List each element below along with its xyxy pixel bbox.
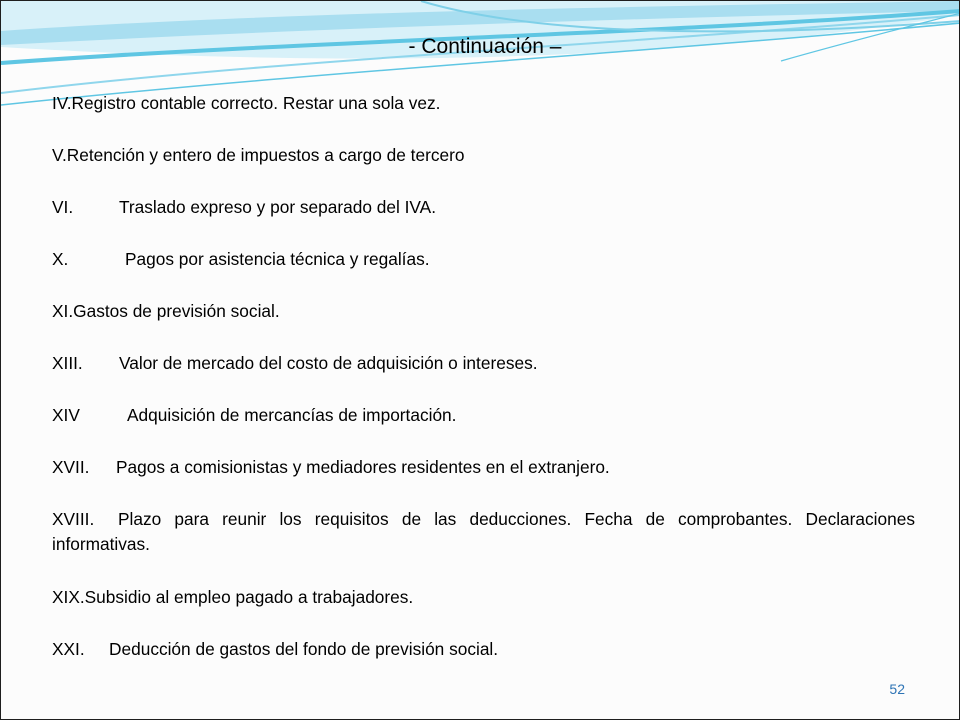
- slide-title: - Continuación –: [408, 35, 562, 58]
- item-number: XI.: [52, 301, 74, 321]
- item-text: Gastos de previsión social.: [73, 301, 280, 321]
- item-number: V.: [52, 145, 67, 165]
- list-item: [52, 637, 915, 662]
- list-item: [52, 195, 915, 220]
- item-number: XIII.: [52, 353, 83, 373]
- item-number: XXI.: [52, 639, 85, 659]
- item-text: Adquisición de mercancías de importación.: [127, 405, 457, 425]
- item-number: X.: [52, 249, 69, 269]
- item-text: Pagos a comisionistas y mediadores residentes en el extranjero.: [116, 457, 610, 477]
- item-text: Valor de mercado del costo de adquisición o intereses.: [119, 353, 538, 373]
- item-number: XIX.: [52, 587, 85, 607]
- item-text: Subsidio al empleo pagado a trabajadores.: [84, 587, 414, 607]
- item-text: Retención y entero de impuestos a cargo de tercero: [66, 145, 465, 165]
- item-number: IV.: [52, 93, 72, 113]
- list-item: [52, 455, 915, 480]
- list-item: [52, 247, 915, 272]
- list-item: [52, 143, 915, 168]
- list-item: [52, 299, 915, 324]
- item-number: XVIII.: [52, 509, 95, 529]
- list-item: [52, 403, 915, 428]
- item-text: Traslado expreso y por separado del IVA.: [119, 197, 436, 217]
- list-item: [52, 351, 915, 376]
- item-number: XVII.: [52, 457, 90, 477]
- list-item: [52, 585, 915, 610]
- page-number: 52: [889, 681, 905, 697]
- list-item: [52, 507, 915, 557]
- list-item: [52, 91, 915, 116]
- item-text: Plazo para reunir los requisitos de las deducciones. Fecha de comprobantes. Declaraciones informativas.: [52, 509, 915, 554]
- item-number: XIV: [52, 405, 80, 425]
- item-text: Pagos por asistencia técnica y regalías.: [125, 249, 430, 269]
- item-text: Registro contable correcto. Restar una sola vez.: [71, 93, 441, 113]
- item-number: VI.: [52, 197, 74, 217]
- item-text: Deducción de gastos del fondo de previsión social.: [109, 639, 499, 659]
